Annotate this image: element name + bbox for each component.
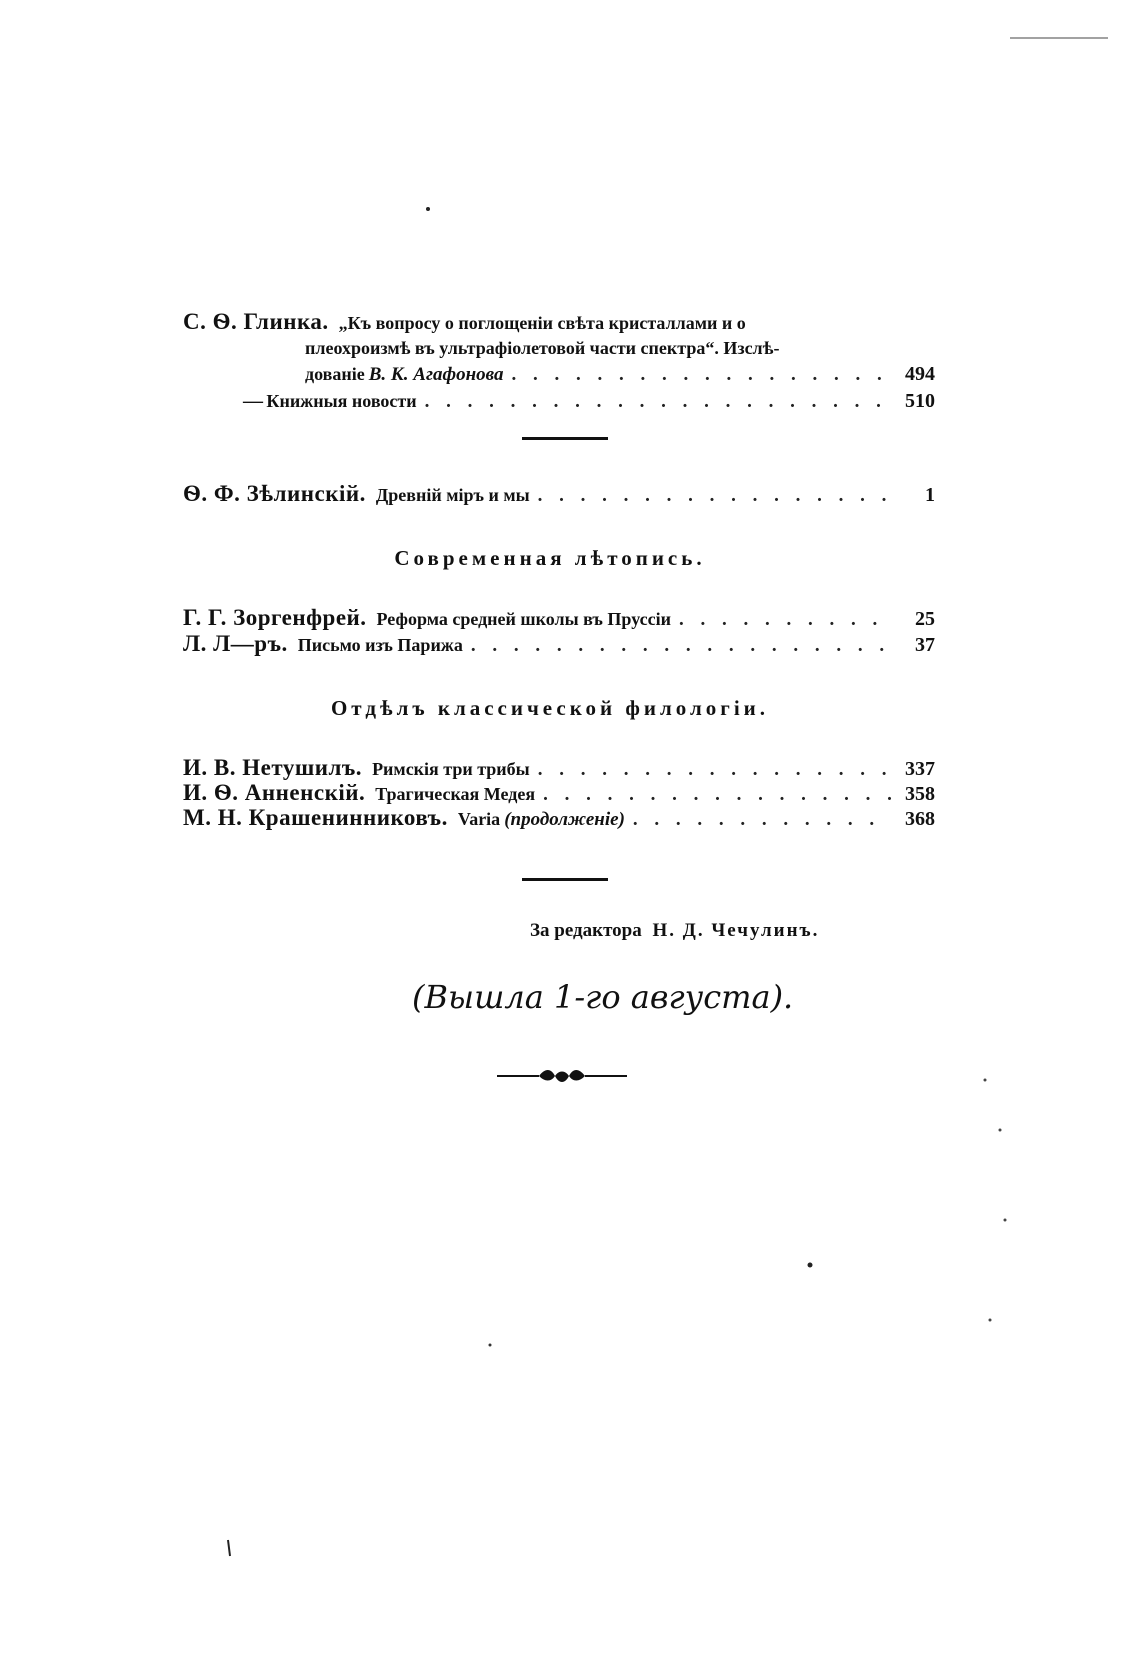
page-number: 1 [925,484,935,506]
entry-title-line: „Къ вопросу о поглощеніи свѣта кристаллами и о [338,313,746,333]
entry-title-line: дованіе [305,364,365,384]
entry-title: Трагическая Медея [375,784,536,804]
handwritten-note: (Вышла 1-го августа). [412,978,794,1016]
page-number: 358 [905,783,935,805]
entry-title: Реформа средней школы въ Пруссіи [376,609,671,629]
entry-title: Varia [457,809,501,829]
section-heading-philology: Отдѣлъ классической филологіи. [330,696,770,720]
entry-title-line: плеохроизмѣ въ ультрафіолетовой части спектра“. Изслѣ- [305,338,780,358]
entry-title: Письмо изъ Парижа [297,635,463,655]
entry-title: Римскія три трибы [372,759,530,779]
entry-author: Г. Г. Зоргенфрей. [183,605,367,630]
entry-author: И. Ѳ. Анненскій. [183,780,366,805]
entry-author: М. Н. Крашенинниковъ. [183,805,448,830]
entry-title: Книжныя новости [266,391,417,411]
page-number: 337 [905,758,935,780]
entry-contributor: В. К. Агафонова [368,364,504,385]
entry-author: Ѳ. Ф. Зѣлинскій. [183,481,366,506]
page-number: 25 [915,608,935,630]
page-number: 510 [905,390,935,412]
entry-title: Древній міръ и мы [375,485,530,505]
entry-author: Л. Л—ръ. [183,631,288,656]
entry-author: И. В. Нетушилъ. [183,755,363,780]
page-number: 37 [915,634,935,656]
page-number: 368 [905,808,935,830]
entry-title-note: (продолженіе) [504,809,625,830]
page-number: 494 [905,363,935,385]
dash-mark: — [243,390,263,412]
editor-name: Н. Д. Чечулинъ. [652,920,820,941]
editor-prefix: За редактора [530,920,642,941]
entry-author: С. Ѳ. Глинка. [183,309,329,334]
section-heading-chronicle: Современная лѣтопись. [394,546,706,570]
